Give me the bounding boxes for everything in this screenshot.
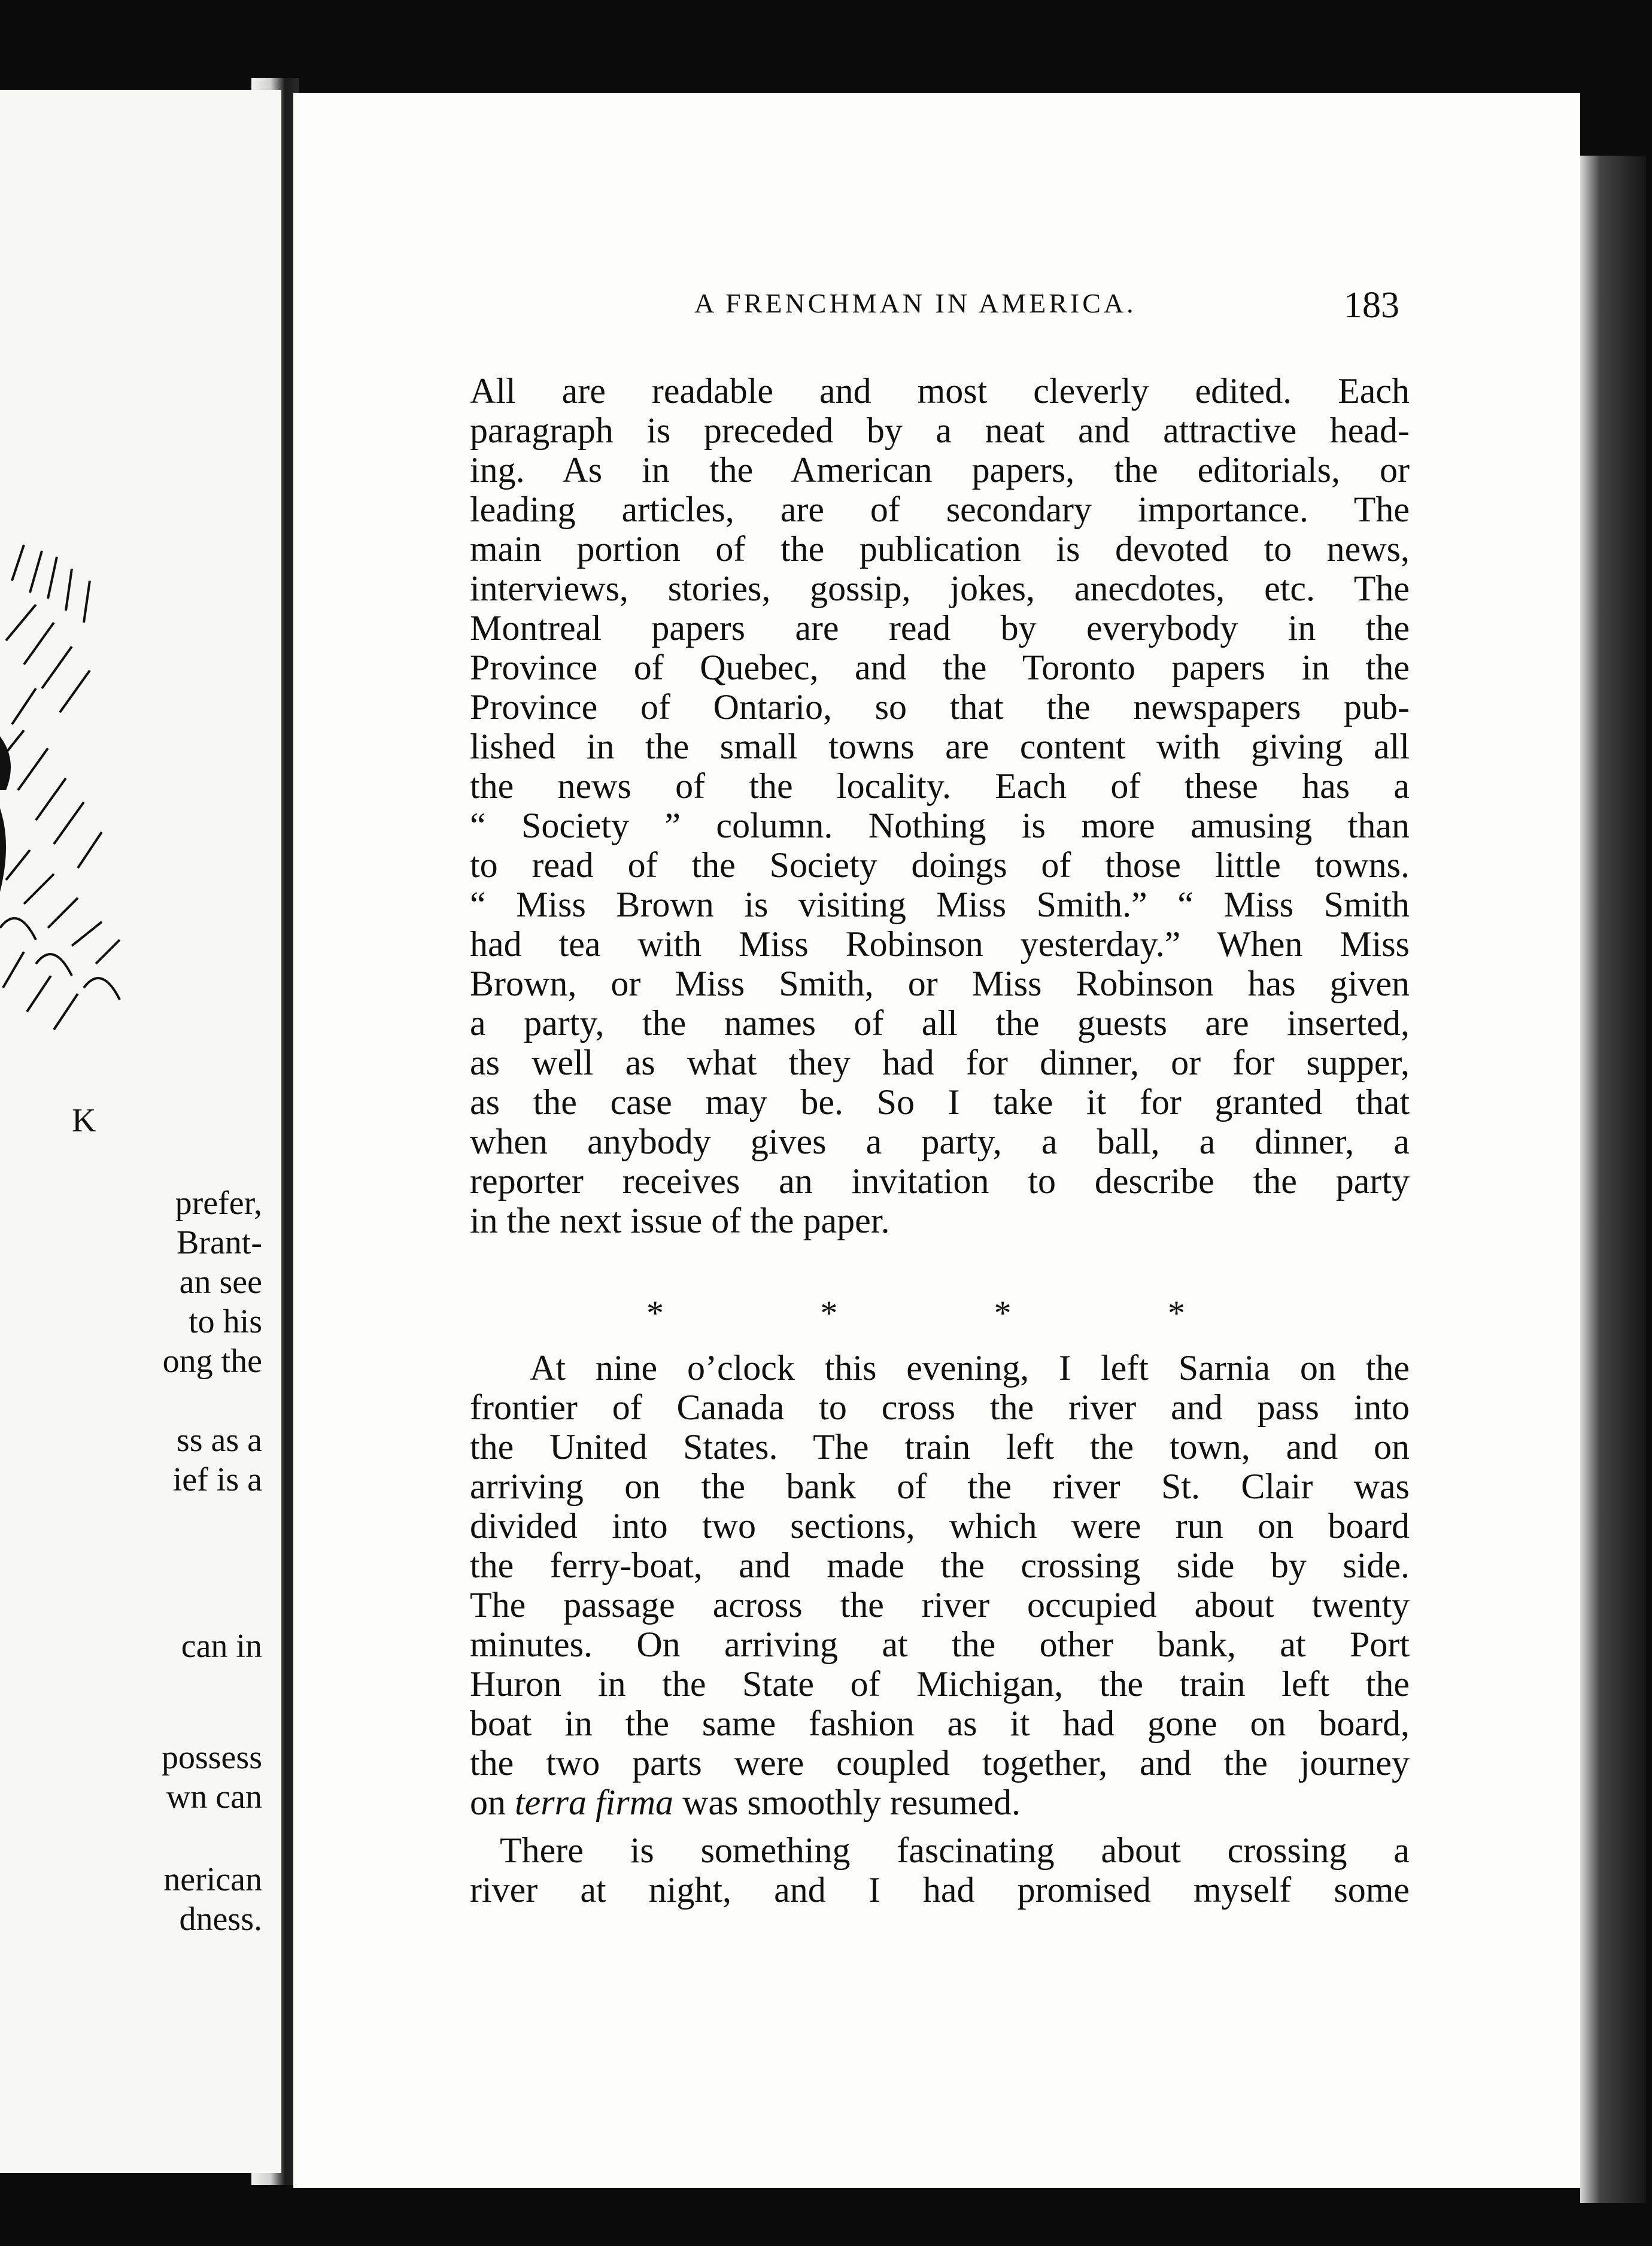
text-line: the ferry-boat, and made the crossing side by side. [470,1546,1410,1585]
left-fragment-line: prefer, [175,1185,262,1222]
text-line: as well as what they had for dinner, or for supper, [470,1043,1410,1082]
text-line: the two parts were coupled together, and the journey [470,1743,1410,1783]
text-line: minutes. On arriving at the other bank, at Port [470,1625,1410,1664]
text-line: leading articles, are of secondary importance. The [470,490,1410,529]
left-fragment-line: dness. [179,1901,262,1938]
body-text [470,0,1410,2246]
left-fragment-line: possess [161,1739,262,1776]
section-break-star: * [1167,1294,1185,1333]
left-fragment-line: ief is a [172,1461,262,1498]
text-line: At nine o’clock this evening, I left Sarnia on the [530,1348,1410,1388]
left-fragment-line: ss as a [176,1422,262,1459]
left-fragment-line: ong the [162,1343,262,1380]
text-line: ing. As in the American papers, the editorials, or [470,450,1410,490]
text-line: a party, the names of all the guests are inserted, [470,1003,1410,1043]
text-line: when anybody gives a party, a ball, a dinner, a [470,1122,1410,1161]
left-fragment-line: to his [189,1303,262,1340]
left-page-fragment [0,90,281,2173]
text-line: Montreal papers are read by everybody in the [470,608,1410,648]
text-line: to read of the Society doings of those little towns. [470,845,1410,885]
left-fragment-line: an see [179,1264,262,1301]
text-line: The passage across the river occupied about twenty [470,1585,1410,1625]
left-fragment-line: Brant- [176,1224,262,1261]
text-line: divided into two sections, which were run on board [470,1506,1410,1546]
text-line: interviews, stories, gossip, jokes, anecdotes, etc. The [470,569,1410,608]
text-line [470,1783,1410,1822]
sketch-illustration [0,509,138,1137]
section-break-star: * [820,1294,838,1333]
text-line: frontier of Canada to cross the river and pass into [470,1388,1410,1427]
text-line: in the next issue of the paper. [470,1201,890,1240]
text-line: reporter receives an invitation to describe the party [470,1161,1410,1201]
running-head: A FRENCHMAN IN AMERICA. [694,288,1137,318]
section-break-star: * [646,1294,664,1333]
text-line: boat in the same fashion as it had gone on board, [470,1704,1410,1743]
text-line: as the case may be. So I take it for granted that [470,1082,1410,1122]
text-line: main portion of the publication is devoted to news, [470,529,1410,569]
page-edge [1580,156,1646,2203]
text-line: Province of Ontario, so that the newspapers pub- [470,687,1410,727]
text-fragment: on [470,1783,515,1822]
page-number: 183 [1344,285,1399,326]
text-line: All are readable and most cleverly edited. Each [470,371,1410,411]
text-line: lished in the small towns are content with giving all [470,727,1410,766]
text-line: had tea with Miss Robinson yesterday.” When Miss [470,924,1410,964]
text-line: Huron in the State of Michigan, the train left the [470,1664,1410,1704]
text-line: the United States. The train left the town, and on [470,1427,1410,1467]
text-line: river at night, and I had promised myself some [470,1870,1410,1910]
text-line: There is something fascinating about crossing a [500,1831,1410,1870]
text-fragment: was smoothly resumed. [673,1783,1021,1822]
text-line: “ Society ” column. Nothing is more amusing than [470,806,1410,845]
left-fragment-line: can in [181,1628,262,1665]
section-break-star: * [994,1294,1012,1333]
text-line: “ Miss Brown is visiting Miss Smith.” “ Miss Smith [470,885,1410,924]
section-break [646,1293,1185,1333]
text-line: arriving on the bank of the river St. Clair was [470,1467,1410,1506]
sketch-initial: K [72,1102,96,1137]
left-fragment-line: nerican [163,1861,262,1898]
italic-phrase: terra firma [515,1783,674,1822]
text-line: paragraph is preceded by a neat and attractive head- [470,411,1410,450]
text-line: Brown, or Miss Smith, or Miss Robinson has given [470,964,1410,1003]
left-fragment-line: wn can [166,1778,262,1816]
text-line: Province of Quebec, and the Toronto papers in the [470,648,1410,687]
text-line: the news of the locality. Each of these has a [470,766,1410,806]
